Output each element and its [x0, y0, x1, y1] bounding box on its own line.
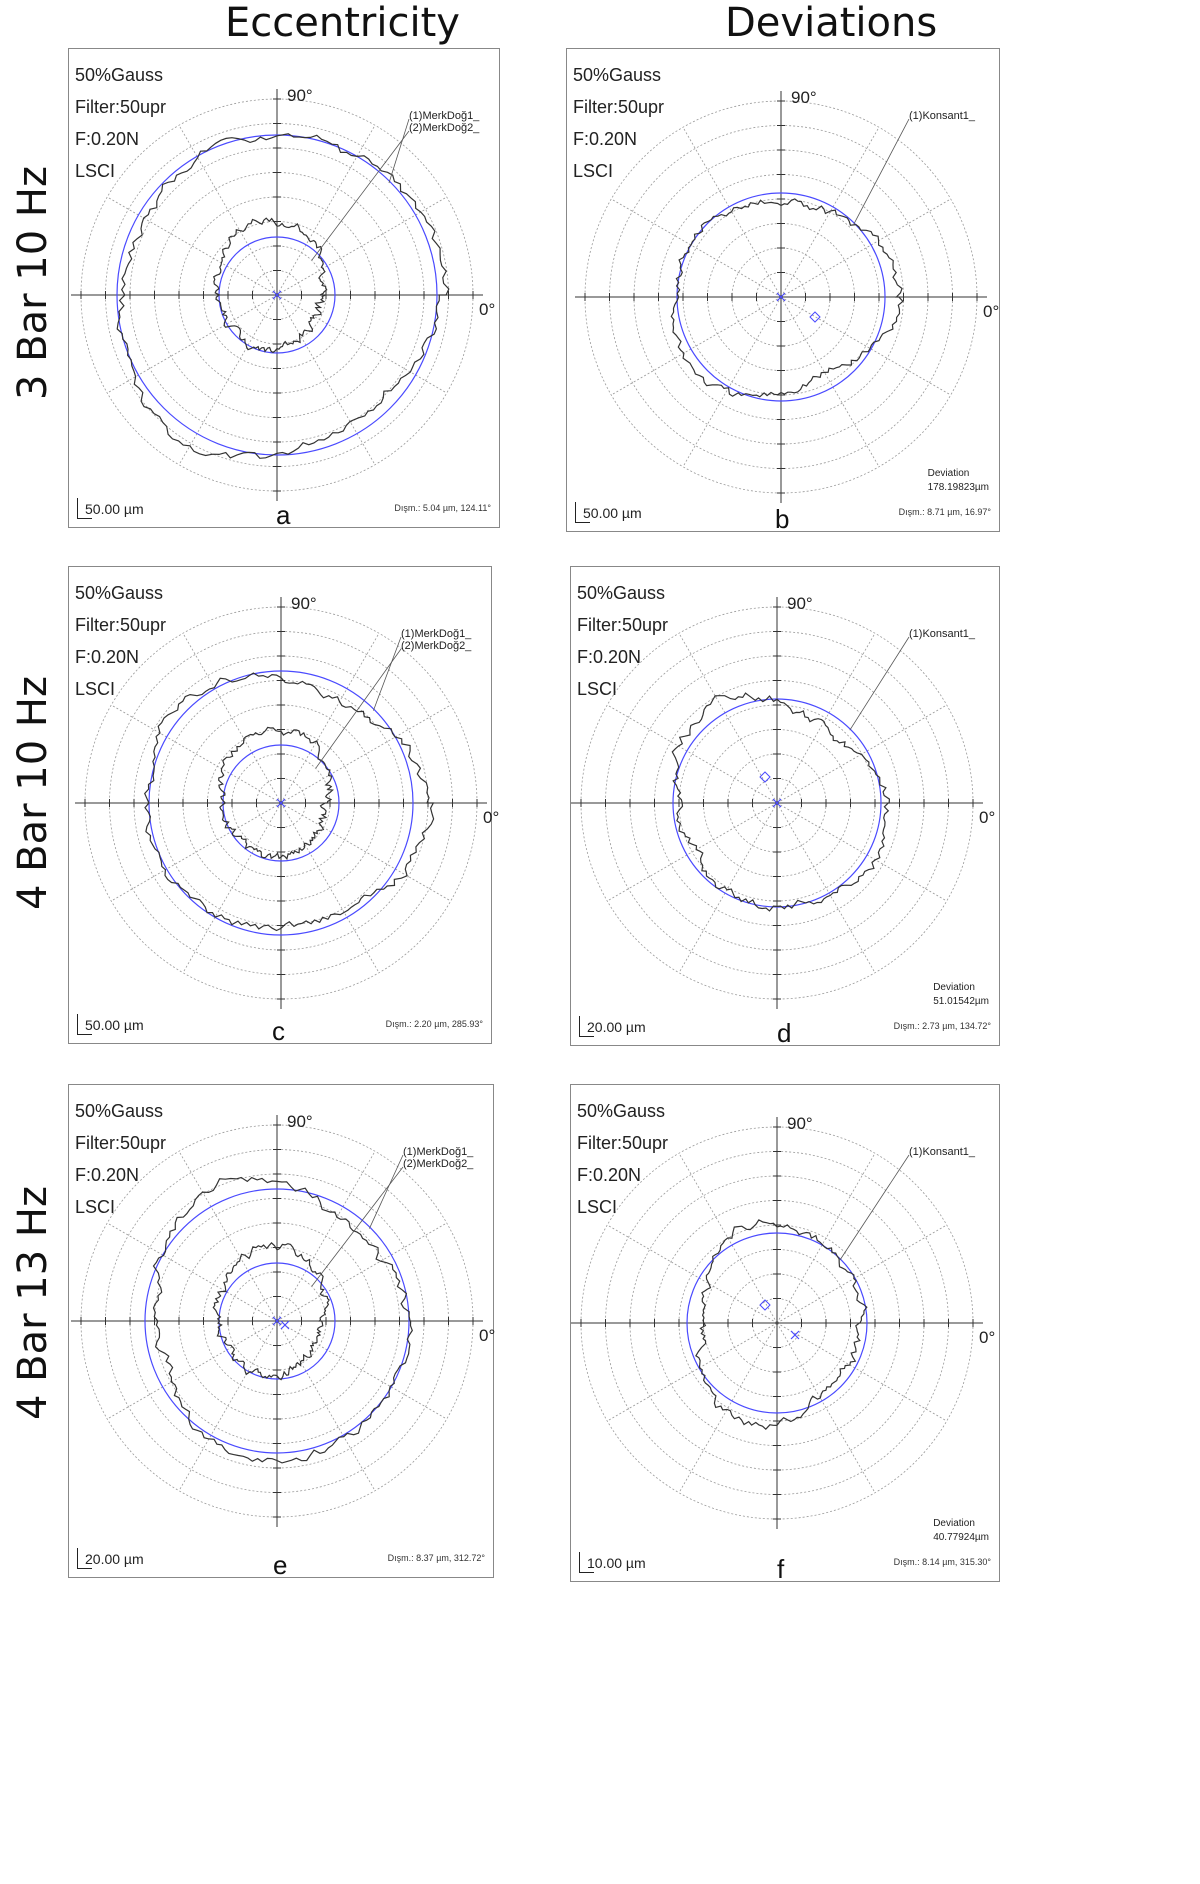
grid-spoke — [179, 295, 277, 465]
grid-spoke — [107, 197, 277, 295]
grid-spoke — [107, 1321, 277, 1419]
grid-spoke — [777, 803, 947, 901]
grid-spoke — [277, 1321, 447, 1419]
scale-label: 20.00 µm — [85, 1551, 144, 1567]
legend-leader-line — [316, 649, 401, 768]
angle-label-0: 0° — [483, 808, 500, 827]
polar-panel-c — [68, 566, 500, 1046]
panel-footer-readout: Dışm.: 8.14 µm, 315.30° — [893, 1557, 991, 1567]
deviation-readout — [933, 981, 989, 1009]
deviation-value: 40.77924µm — [933, 1532, 989, 1543]
param-line: 50%Gauss — [577, 583, 666, 603]
measurement-params — [75, 577, 166, 705]
param-line: F:0.20N — [577, 647, 642, 667]
scale-label: 50.00 µm — [85, 501, 144, 517]
grid-spoke — [683, 127, 781, 297]
panel-footer-readout: Dışm.: 2.20 µm, 285.93° — [385, 1019, 483, 1029]
measurement-params — [75, 1095, 166, 1223]
grid-spoke — [107, 1223, 277, 1321]
param-line: 50%Gauss — [577, 1101, 666, 1121]
param-line: LSCI — [75, 679, 116, 699]
legend-leader-line — [854, 119, 909, 224]
panel-footer-readout: Dışm.: 5.04 µm, 124.11° — [394, 503, 491, 513]
measurement-params — [573, 59, 664, 187]
column-header-deviations: Deviations — [725, 0, 938, 46]
angle-label-0: 0° — [479, 300, 496, 319]
panel-letter: b — [775, 504, 790, 534]
row-label-4bar-10hz: 4 Bar 10 Hz — [10, 676, 56, 910]
grid-spoke — [679, 1323, 777, 1493]
grid-spoke — [607, 705, 777, 803]
grid-spoke — [277, 1321, 375, 1491]
grid-spoke — [607, 803, 777, 901]
measured-profile-1 — [696, 1220, 867, 1429]
param-line: LSCI — [577, 1197, 618, 1217]
legend-entry: (1)Konsant1_ — [909, 1146, 976, 1158]
angle-label-90: 90° — [291, 594, 317, 613]
polar-panel-a — [68, 48, 500, 528]
panel-footer-readout: Dışm.: 2.73 µm, 134.72° — [893, 1021, 991, 1031]
panel-letter: a — [276, 500, 291, 530]
panel-footer-readout: Dışm.: 8.71 µm, 16.97° — [898, 507, 991, 517]
deviation-value: 178.19823µm — [927, 482, 989, 493]
grid-spoke — [611, 297, 781, 395]
grid-spoke — [183, 633, 281, 803]
grid-spoke — [281, 705, 451, 803]
legend-entry: (1)Konsant1_ — [909, 628, 976, 640]
legend-leader-line — [373, 637, 401, 711]
param-line: 50%Gauss — [75, 583, 164, 603]
measurement-params — [75, 59, 166, 187]
deviation-readout — [933, 1517, 989, 1545]
angle-label-90: 90° — [791, 88, 817, 107]
measured-profile-1 — [671, 199, 903, 397]
param-line: F:0.20N — [577, 1165, 642, 1185]
legend-leader-line — [389, 119, 409, 183]
legend-entry: (2)MerkDoğ2_ — [401, 640, 472, 652]
scale-label: 50.00 µm — [583, 505, 642, 521]
param-line: F:0.20N — [75, 1165, 140, 1185]
legend-entry: (1)Konsant1_ — [909, 110, 976, 122]
grid-spoke — [607, 1323, 777, 1421]
grid-spoke — [281, 803, 451, 901]
param-line: F:0.20N — [573, 129, 638, 149]
param-line: LSCI — [75, 1197, 116, 1217]
legend-entry: (2)MerkDoğ2_ — [403, 1158, 474, 1170]
measurement-params — [577, 1095, 668, 1223]
grid-spoke — [777, 1153, 875, 1323]
legend-leader-line — [369, 1155, 403, 1229]
param-line: Filter:50upr — [577, 1133, 669, 1153]
angle-label-90: 90° — [287, 1112, 313, 1131]
polar-panel-e — [68, 1084, 494, 1578]
deviation-value: 51.01542µm — [933, 996, 989, 1007]
deviation-readout — [928, 467, 989, 495]
param-line: 50%Gauss — [75, 65, 164, 85]
grid-spoke — [679, 633, 777, 803]
grid-spoke — [777, 1323, 875, 1493]
measurement-params — [577, 577, 668, 705]
grid-spoke — [781, 199, 951, 297]
deviation-label: Deviation — [933, 982, 975, 993]
grid-spoke — [781, 127, 879, 297]
grid-spoke — [281, 803, 379, 973]
panel-letter: c — [272, 1016, 285, 1046]
grid-spoke — [781, 297, 951, 395]
grid-spoke — [179, 1151, 277, 1321]
legend-entry: (1)MerkDoğ1_ — [409, 110, 480, 122]
grid-spoke — [607, 1225, 777, 1323]
param-line: Filter:50upr — [75, 97, 167, 117]
center-cross-marker — [281, 1321, 289, 1329]
angle-label-90: 90° — [787, 1114, 813, 1133]
grid-spoke — [107, 295, 277, 393]
center-diamond-marker — [760, 772, 770, 782]
angle-label-0: 0° — [983, 302, 1000, 321]
scale-label: 20.00 µm — [587, 1019, 646, 1035]
column-header-eccentricity: Eccentricity — [225, 0, 460, 46]
grid-spoke — [281, 633, 379, 803]
measured-profile-1 — [145, 673, 434, 930]
grid-spoke — [277, 197, 447, 295]
row-label-3bar-10hz: 3 Bar 10 Hz — [10, 166, 56, 400]
center-diamond-marker — [810, 312, 820, 322]
grid-spoke — [781, 297, 879, 467]
grid-spoke — [611, 199, 781, 297]
param-line: Filter:50upr — [75, 1133, 167, 1153]
scale-label: 10.00 µm — [587, 1555, 646, 1571]
grid-spoke — [277, 295, 447, 393]
grid-spoke — [679, 803, 777, 973]
legend-entry: (1)MerkDoğ1_ — [403, 1146, 474, 1158]
param-line: Filter:50upr — [577, 615, 669, 635]
panel-letter: d — [777, 1018, 792, 1048]
param-line: F:0.20N — [75, 647, 140, 667]
angle-label-0: 0° — [479, 1326, 496, 1345]
deviation-label: Deviation — [927, 468, 970, 479]
grid-spoke — [277, 125, 375, 295]
grid-spoke — [111, 705, 281, 803]
row-label-4bar-13hz: 4 Bar 13 Hz — [10, 1186, 56, 1420]
angle-label-90: 90° — [787, 594, 813, 613]
grid-spoke — [277, 1151, 375, 1321]
legend-leader-line — [840, 1155, 909, 1260]
grid-spoke — [179, 125, 277, 295]
panel-footer-readout: Dışm.: 8.37 µm, 312.72° — [387, 1553, 485, 1563]
grid-spoke — [111, 803, 281, 901]
angle-label-0: 0° — [979, 808, 996, 827]
grid-spoke — [777, 1323, 947, 1421]
grid-spoke — [777, 1225, 947, 1323]
grid-spoke — [179, 1321, 277, 1491]
legend-entry: (1)MerkDoğ1_ — [401, 628, 472, 640]
param-line: 50%Gauss — [75, 1101, 164, 1121]
deviation-label: Deviation — [933, 1518, 975, 1529]
polar-panel-b — [566, 48, 1000, 532]
param-line: LSCI — [573, 161, 614, 181]
param-line: F:0.20N — [75, 129, 140, 149]
angle-label-0: 0° — [979, 1328, 996, 1347]
polar-panel-d — [570, 566, 1000, 1046]
param-line: LSCI — [577, 679, 618, 699]
panel-letter: e — [273, 1550, 288, 1580]
panel-letter: f — [777, 1554, 785, 1584]
param-line: Filter:50upr — [75, 615, 167, 635]
polar-panel-f — [570, 1084, 1000, 1582]
angle-label-90: 90° — [287, 86, 313, 105]
param-line: 50%Gauss — [573, 65, 662, 85]
legend-leader-line — [312, 131, 409, 260]
grid-spoke — [683, 297, 781, 467]
grid-spoke — [777, 633, 875, 803]
grid-spoke — [777, 803, 875, 973]
param-line: LSCI — [75, 161, 116, 181]
scale-label: 50.00 µm — [85, 1017, 144, 1033]
param-line: Filter:50upr — [573, 97, 665, 117]
legend-entry: (2)MerkDoğ2_ — [409, 122, 480, 134]
